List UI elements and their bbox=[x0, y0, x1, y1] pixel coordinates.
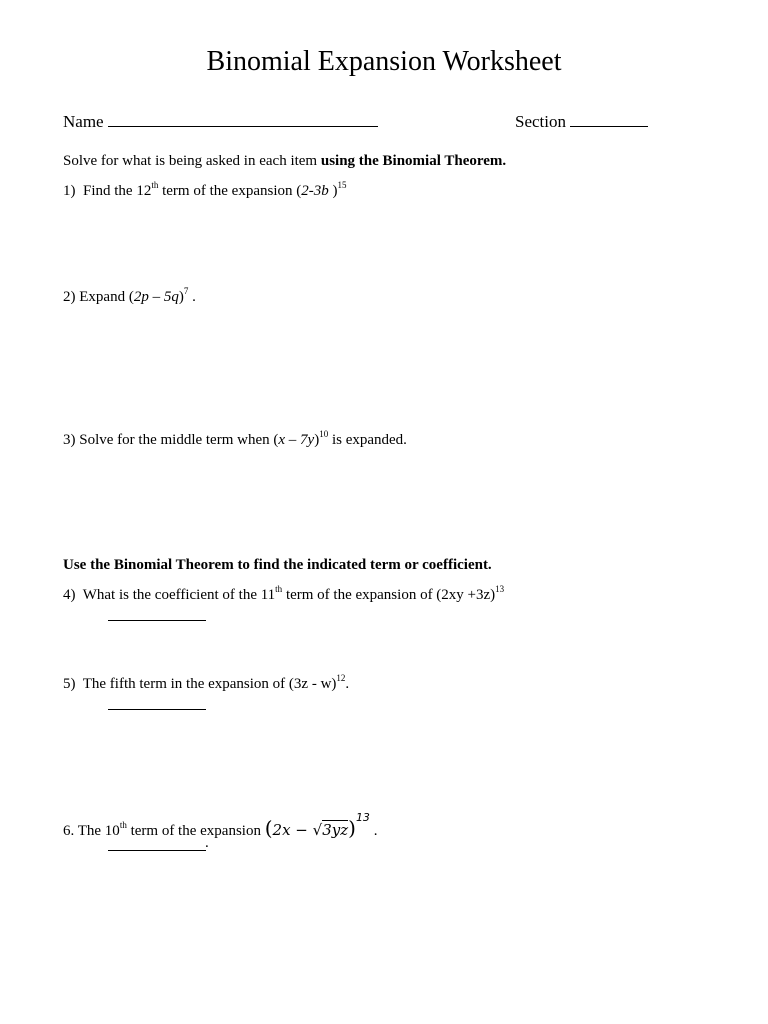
paren-close: ) bbox=[178, 289, 184, 305]
name-row bbox=[63, 112, 378, 132]
question-text: . bbox=[373, 823, 378, 839]
formula-radicand: 3yz bbox=[322, 821, 349, 839]
section-2-heading: Use the Binomial Theorem to find the indicated term or coefficient. bbox=[63, 557, 492, 573]
question-number: 4) bbox=[63, 587, 76, 603]
question-2 bbox=[63, 286, 196, 306]
question-text: . bbox=[188, 289, 196, 305]
formula-lead: 2x − bbox=[272, 821, 313, 839]
exponent: 13 bbox=[355, 811, 370, 824]
paren-close: ) bbox=[314, 432, 320, 448]
question-text: term of the expansion ( bbox=[158, 183, 302, 199]
question-text: 3) Solve for the middle term when ( bbox=[63, 432, 279, 448]
question-5 bbox=[63, 673, 350, 693]
binomial-formula: $(2x - √3yz)^{13}$ bbox=[264, 811, 370, 840]
answer-blank-5[interactable] bbox=[108, 709, 206, 710]
exponent: 15 bbox=[337, 180, 347, 190]
instructions bbox=[63, 153, 506, 170]
question-1 bbox=[63, 180, 347, 200]
ordinal-suffix: th bbox=[275, 584, 283, 594]
exponent: 13 bbox=[495, 584, 505, 594]
binomial-expression: 2-3b bbox=[301, 183, 329, 199]
sqrt-icon: √ bbox=[312, 821, 323, 839]
binomial-expression: 2p – 5q bbox=[133, 289, 179, 305]
answer-blank-6[interactable] bbox=[108, 850, 206, 851]
page-title: Binomial Expansion Worksheet bbox=[206, 46, 562, 77]
question-4 bbox=[63, 584, 505, 604]
question-text: 2) Expand ( bbox=[63, 289, 134, 305]
section-row bbox=[515, 112, 648, 132]
question-text: The fifth term in the expansion of (3z - w) bbox=[82, 676, 337, 692]
section-label: Section bbox=[515, 112, 566, 131]
question-text: term of the expansion of (2xy +3z) bbox=[282, 587, 496, 603]
answer-blank-4[interactable] bbox=[108, 620, 206, 621]
question-text: is expanded. bbox=[328, 432, 407, 448]
paren-close: ) bbox=[328, 183, 338, 199]
question-text: 6. The 10 bbox=[63, 823, 120, 839]
question-text: What is the coefficient of the 11 bbox=[82, 587, 276, 603]
ordinal-suffix: th bbox=[119, 820, 127, 830]
answer-period: . bbox=[205, 835, 209, 851]
ordinal-suffix: th bbox=[151, 180, 159, 190]
instructions-text: Solve for what is being asked in each item bbox=[63, 153, 321, 169]
name-blank[interactable] bbox=[108, 126, 378, 127]
question-number: 5) bbox=[63, 676, 76, 692]
question-text: term of the expansion bbox=[126, 823, 265, 839]
question-3 bbox=[63, 429, 407, 449]
instructions-bold: using the Binomial Theorem. bbox=[320, 153, 507, 169]
exponent: 12 bbox=[336, 673, 346, 683]
exponent: 7 bbox=[183, 286, 189, 296]
name-label: Name bbox=[63, 112, 104, 131]
binomial-expression: x – 7y bbox=[278, 432, 315, 448]
question-6 bbox=[63, 811, 378, 840]
question-text: Find the 12 bbox=[83, 183, 152, 199]
exponent: 10 bbox=[319, 429, 329, 439]
question-number: 1) bbox=[63, 183, 76, 199]
question-text: . bbox=[345, 676, 350, 692]
section-blank[interactable] bbox=[570, 126, 648, 127]
